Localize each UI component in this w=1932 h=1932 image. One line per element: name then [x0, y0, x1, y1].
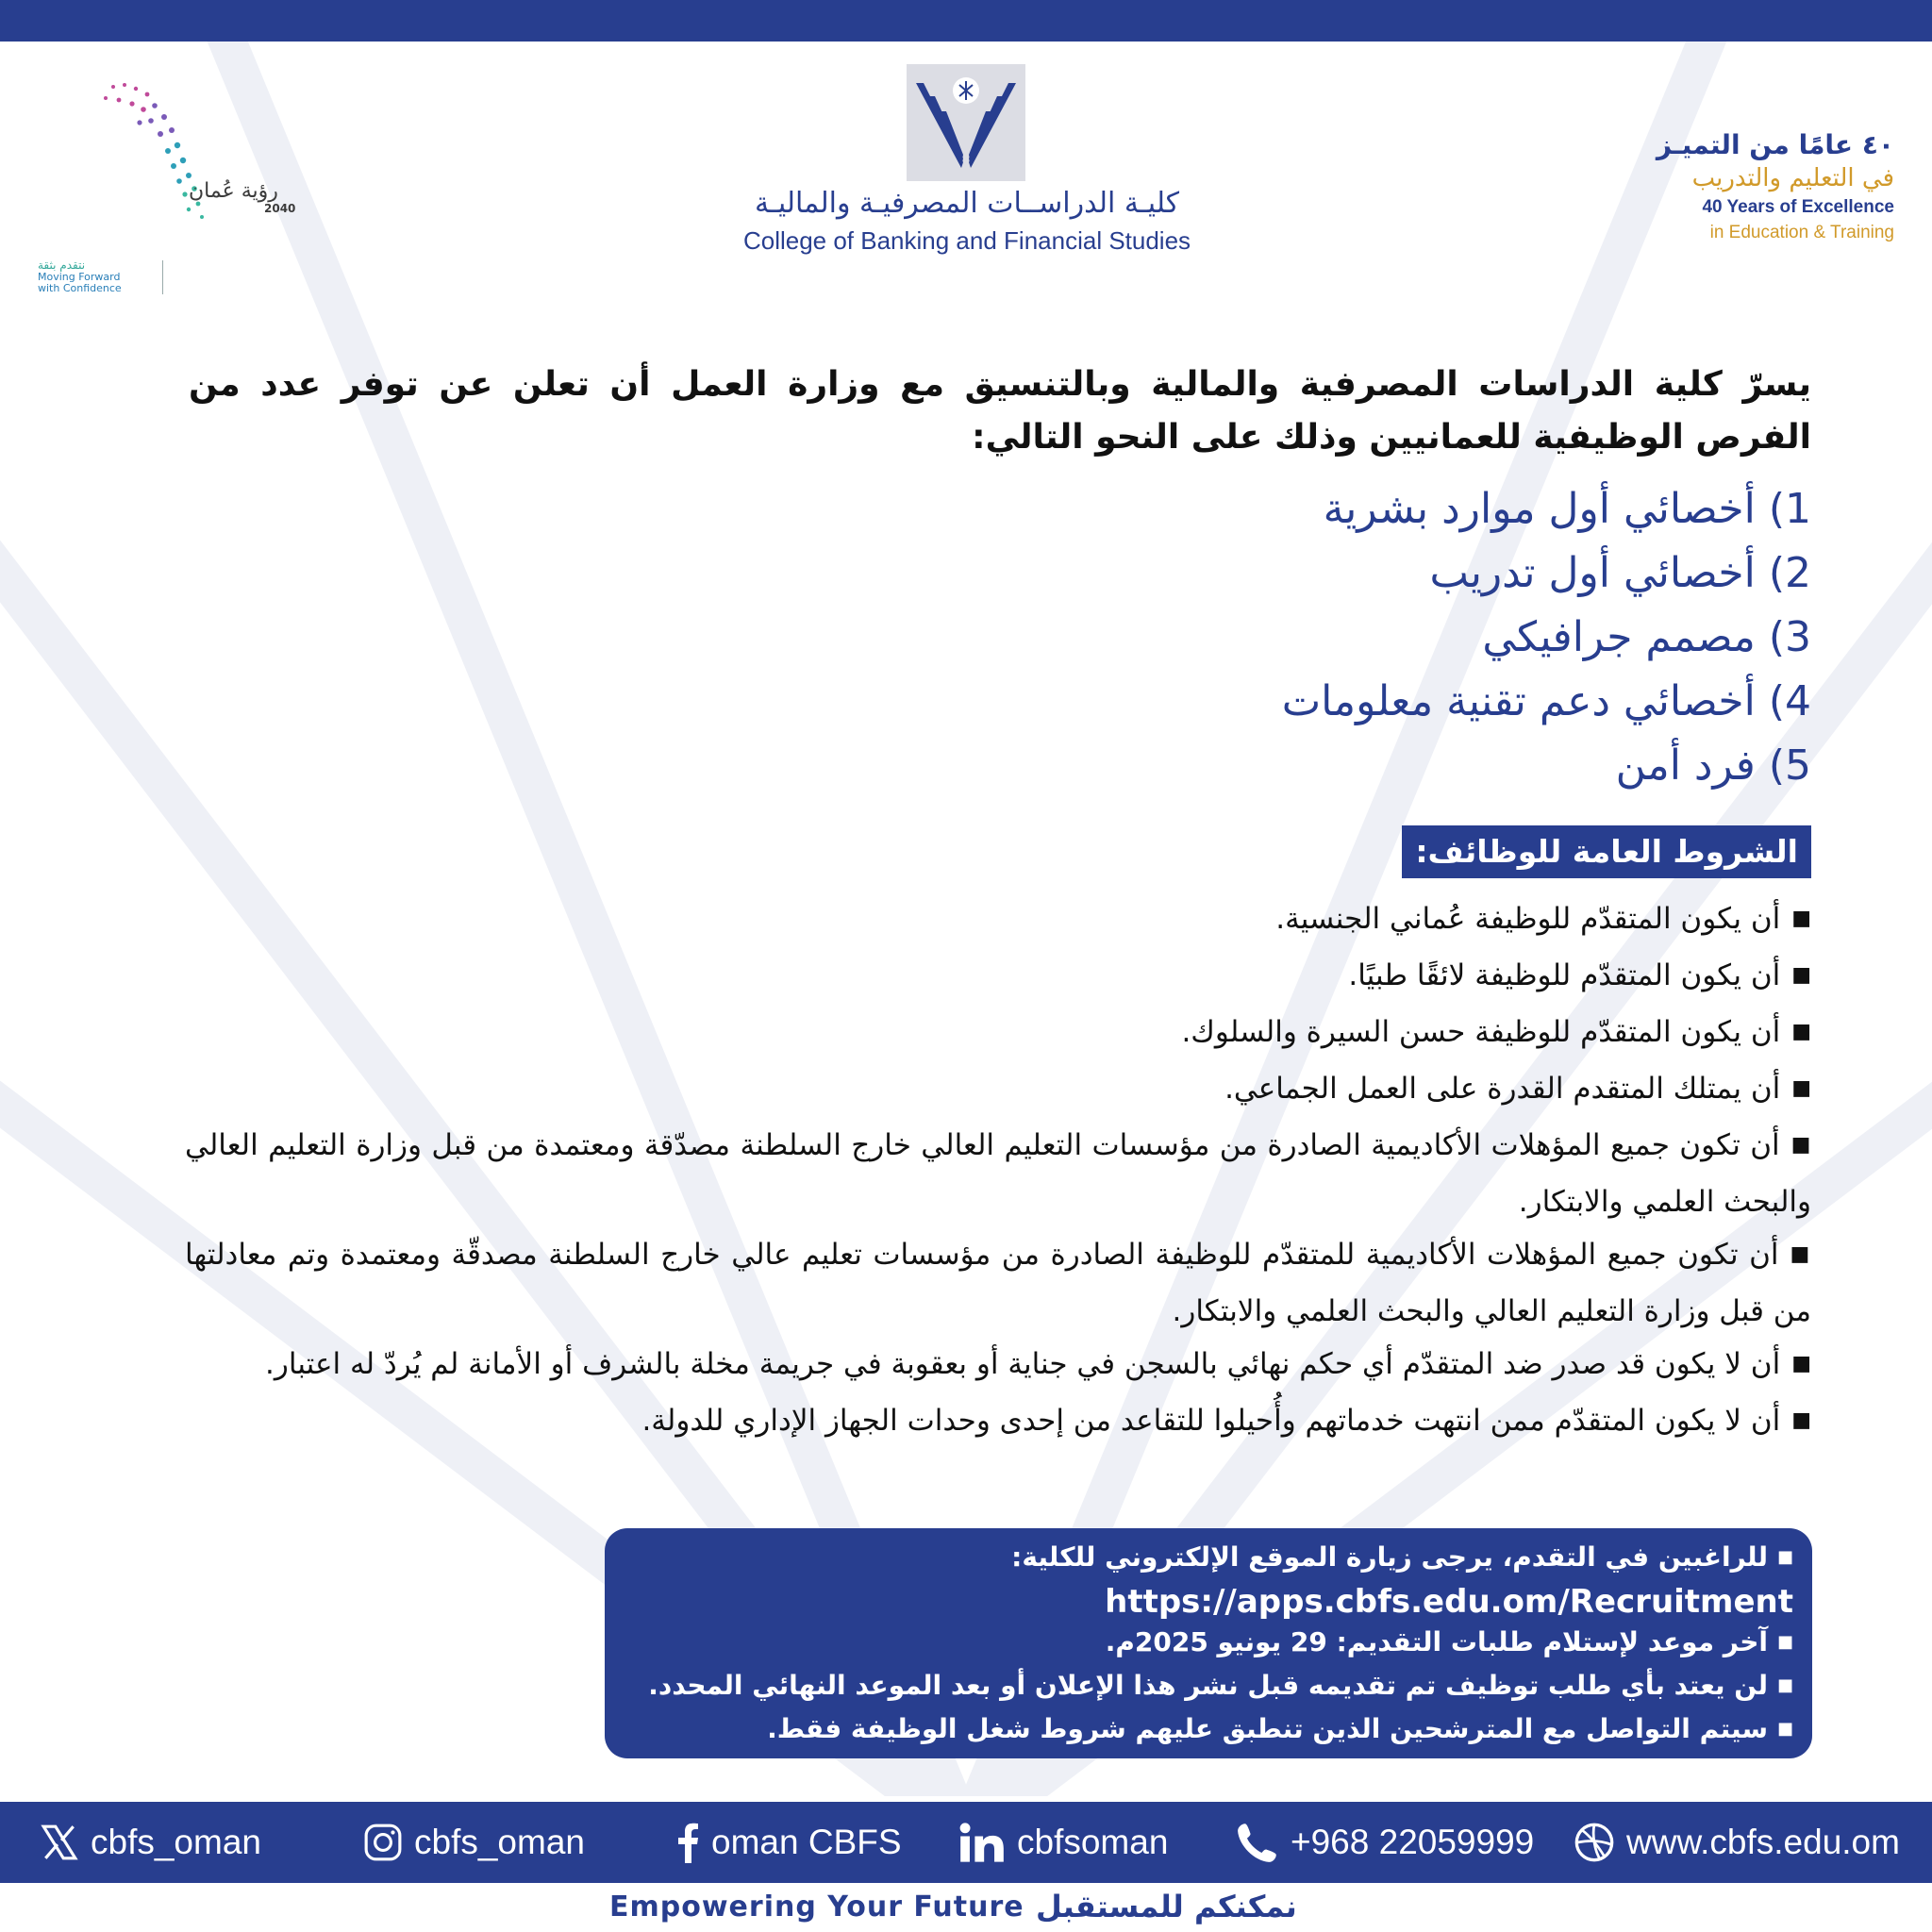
slogan-bar	[0, 1883, 1932, 1932]
apply-instruction: ■ للراغبين في التقدم، يرجى زيارة الموقع الإلكتروني للكلية:	[624, 1538, 1793, 1581]
condition-item: ■ أن تكون جميع المؤهلات الأكاديمية للمتقدّم للوظيفة الصادرة من مؤسسات تعليم عالي خارج السلطنة مصدقّة ومعتمدة وتم معادلتها من قبل وزارة التعليم العالي والبحث العلمي والابتكار.	[185, 1228, 1811, 1338]
slogan-en: Empowering Your Future	[609, 1890, 1024, 1924]
college-logo	[907, 64, 1025, 181]
globe-icon	[1574, 1822, 1615, 1863]
footer-linkedin[interactable]	[958, 1802, 1168, 1883]
condition-item: ■ أن لا يكون قد صدر ضد المتقدّم أي حكم نهائي بالسجن في جناية أو بعقوبة في جريمة مخلة بالشرف أو الأمانة لم يُردّ له اعتبار.	[185, 1338, 1811, 1394]
top-bar	[0, 0, 1932, 42]
condition-item: ■ أن يمتلك المتقدم القدرة على العمل الجماعي.	[185, 1062, 1811, 1119]
condition-item: ■ أن يكون المتقدّم للوظيفة عُماني الجنسية.	[185, 892, 1811, 949]
footer-facebook[interactable]	[675, 1802, 902, 1883]
job-list	[1038, 477, 1811, 798]
announcement-intro: يسرّ كلية الدراسات المصرفية والمالية وبالتنسيق مع وزارة العمل أن تعلن عن توفر عدد من الفرص الوظيفية للعمانيين وذلك على النحو التالي:	[189, 365, 1811, 457]
vision-divider	[162, 260, 163, 294]
instagram-icon	[363, 1823, 403, 1862]
college-name-en: College of Banking and Financial Studies	[742, 226, 1191, 255]
linkedin-handle: cbfsoman	[1017, 1823, 1169, 1861]
phone-number: +968 22059999	[1291, 1823, 1535, 1861]
vision-tagline-ar: نتقدم بثقة	[38, 258, 86, 272]
contact-note: ■ سيتم التواصل مع المترشحين الذين تنطبق عليهم شروط شغل الوظيفة فقط.	[624, 1709, 1793, 1753]
footer-website[interactable]	[1574, 1802, 1900, 1883]
job-item: 1) أخصائي أول موارد بشرية	[1323, 485, 1811, 533]
application-info-box	[605, 1528, 1812, 1758]
college-logo-graphic	[907, 64, 1025, 181]
anniversary-en-line2: in Education & Training	[1709, 223, 1894, 242]
job-item: 2) أخصائي أول تدريب	[1429, 549, 1811, 597]
condition-item: ■ أن لا يكون المتقدّم ممن انتهت خدماتهم وأُحيلوا للتقاعد من إحدى وحدات الجهاز الإداري للدولة.	[185, 1394, 1811, 1451]
anniversary-en-line1: 40 Years of Excellence	[1702, 197, 1894, 217]
conditions-heading: الشروط العامة للوظائف:	[1402, 825, 1811, 878]
anniversary-ar-line1: ٤٠ عامًا من التميـز	[1656, 129, 1894, 160]
job-item: 5) فرد أمن	[1615, 741, 1811, 790]
job-item: 3) مصمم جرافيكي	[1482, 613, 1811, 661]
condition-item: ■ أن تكون جميع المؤهلات الأكاديمية الصادرة من مؤسسات التعليم العالي خارج السلطنة مصدّقة ومعتمدة من قبل وزارة التعليم العالي والبحث العلمي والابتكار.	[185, 1119, 1811, 1228]
anniversary-badge	[1611, 128, 1894, 245]
vision-brand-text: رؤية عُمان	[189, 179, 278, 203]
oman-vision-logo	[38, 77, 302, 294]
vision-swirl-graphic	[85, 77, 255, 228]
recruitment-link[interactable]: https://apps.cbfs.edu.om/Recruitment	[1105, 1583, 1793, 1621]
footer-bar	[0, 1802, 1932, 1883]
footer-phone[interactable]	[1236, 1802, 1534, 1883]
job-item: 4) أخصائي دعم تقنية معلومات	[1281, 677, 1811, 725]
slogan-ar: نمكنكم للمستقبل	[1036, 1889, 1297, 1924]
footer-x[interactable]	[40, 1802, 261, 1883]
conditions-list	[185, 892, 1811, 1451]
vision-year: 2040	[264, 202, 296, 215]
college-name-ar: كليـة الدراســات المصرفيـة والماليـة	[754, 187, 1180, 220]
instagram-handle: cbfs_oman	[414, 1823, 585, 1861]
condition-item: ■ أن يكون المتقدّم للوظيفة لائقًا طبيًا.	[185, 949, 1811, 1006]
facebook-icon	[675, 1822, 700, 1863]
website-url: www.cbfs.edu.om	[1626, 1823, 1900, 1861]
anniversary-ar-line2: في التعليم والتدريب	[1691, 164, 1894, 192]
phone-icon	[1236, 1822, 1279, 1863]
vision-tagline-en: Moving Forward with Confidence	[38, 271, 122, 294]
linkedin-icon	[958, 1822, 1006, 1863]
late-application-note: ■ لن يعتد بأي طلب توظيف تم تقديمه قبل نشر هذا الإعلان أو بعد الموعد النهائي المحدد.	[624, 1666, 1793, 1709]
facebook-handle: oman CBFS	[711, 1823, 902, 1861]
condition-item: ■ أن يكون المتقدّم للوظيفة حسن السيرة والسلوك.	[185, 1006, 1811, 1062]
x-handle: cbfs_oman	[91, 1823, 261, 1861]
deadline-note: ■ آخر موعد لإستلام طلبات التقديم: 29 يونيو 2025م.	[624, 1623, 1793, 1666]
x-icon	[40, 1823, 79, 1862]
footer-instagram[interactable]	[363, 1802, 585, 1883]
